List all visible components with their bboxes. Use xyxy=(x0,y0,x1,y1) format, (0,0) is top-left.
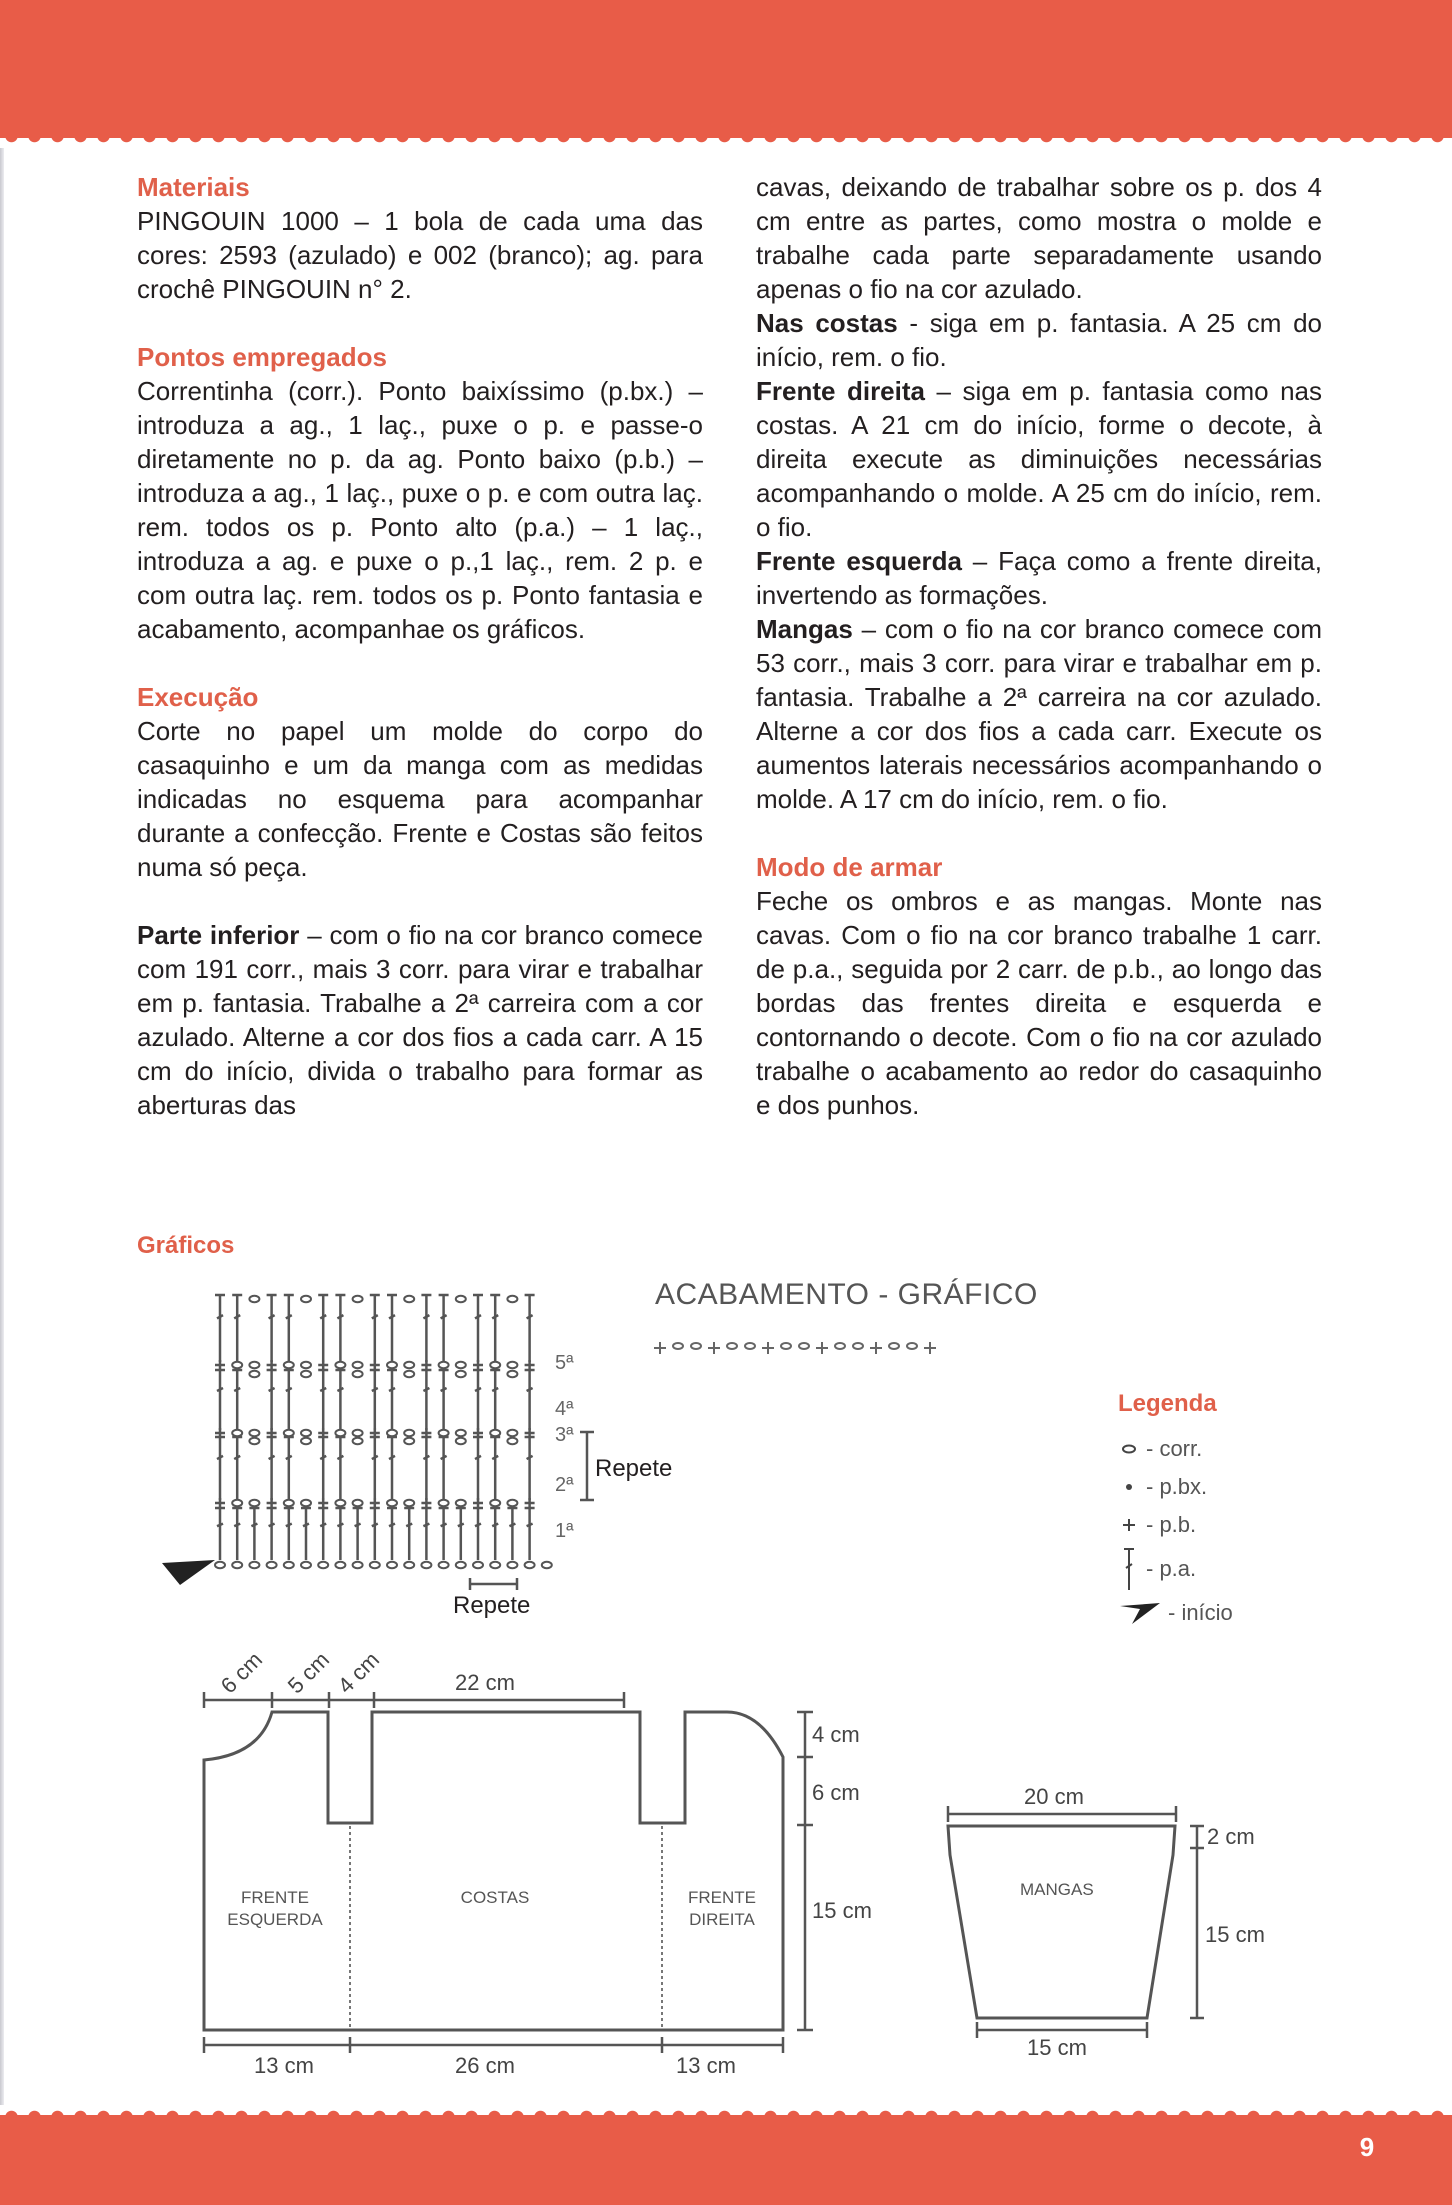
frente-direita-text: – siga em p. fantasia como nas costas. A 21 cm do início, forme o decote, à direita execute as diminuições necessárias acompanhando o molde. A 25 cm do início, rem. o fio. xyxy=(756,376,1322,542)
frente-direita-label: Frente direita xyxy=(756,376,925,406)
row-label-4: 4ª xyxy=(555,1398,574,1420)
treble-stitch-icon xyxy=(1118,1546,1140,1592)
parte-inferior-text: – com o fio na cor branco comece com 191 corr., mais 3 corr. para virar e trabalhar em p. fantasia. Trabalhe a 2ª carreira com a cor azulado. Alterne a cor dos fios a cada carr. A 15 cm do início, divida o trabalho para formar as aberturas das xyxy=(137,920,703,1120)
modo-de-armar-text: Feche os ombros e as mangas. Monte nas cavas. Com o fio na cor branco trabalhe 1 carr. de p.a., seguida por 2 carr. de p.b., ao longo das bordas das frentes direita e esquerda e contornando o decote. Com o fio na cor azulado trabalhe o acabamento ao redor do casaquinho e dos punhos. xyxy=(756,886,1322,1120)
sleeve-side-15cm: 15 cm xyxy=(1205,1922,1265,1947)
row-label-5: 5ª xyxy=(555,1352,574,1374)
legend-item xyxy=(1118,1594,1233,1632)
page-edge-shadow xyxy=(0,148,4,2105)
frente-esquerda-text: – Faça como a frente direita, invertendo as formações. xyxy=(756,546,1322,610)
right-column xyxy=(756,170,1322,1122)
dim-bottom-26cm: 26 cm xyxy=(455,2053,515,2078)
panel-label-line: FRENTE xyxy=(241,1888,309,1907)
row-label-2: 2ª xyxy=(555,1474,574,1496)
materiais-heading: Materiais xyxy=(137,172,250,202)
sleeve-pattern-outline xyxy=(948,1826,1175,2018)
execucao-heading: Execução xyxy=(137,682,259,712)
sleeve-top-20cm: 20 cm xyxy=(1024,1784,1084,1809)
legend-list xyxy=(1118,1430,1233,1632)
start-arrow-icon xyxy=(1118,1600,1162,1626)
dim-side-15cm: 15 cm xyxy=(812,1898,872,1923)
legend-label: - p.a. xyxy=(1146,1556,1197,1581)
costas-label: Nas costas xyxy=(756,308,898,338)
cavas-continuation-text: cavas, deixando de trabalhar sobre os p. dos 4 cm entre as partes, como mostra o molde e trabalhe cada parte separadamente usando apenas o fio na cor azulado. xyxy=(756,172,1322,304)
dim-4cm: 4 cm xyxy=(332,1646,385,1699)
panel-label-line: DIREITA xyxy=(689,1910,755,1929)
panel-label-line: COSTAS xyxy=(460,1888,530,1907)
pontos-text: Correntinha (corr.). Ponto baixíssimo (p.bx.) – introduza a ag., 1 laç., puxe o p. e passe-o diretamente no p. da ag. Ponto baixo (p.b.) – introduza a ag., 1 laç., puxe o p. e com outra laç. rem. todos os p. Ponto alto (p.a.) – 1 laç., introduza a ag. e puxe o p.,1 laç., rem. 2 p. e com outra laç. rem. todos os p. Ponto fantasia e acabamento, acompanhae os gráficos. xyxy=(137,376,703,644)
frente-direita-paragraph xyxy=(756,374,1322,544)
repete-horizontal-label: Repete xyxy=(453,1592,531,1619)
legend-item xyxy=(1118,1430,1233,1468)
header-band xyxy=(0,0,1452,138)
mangas-paragraph xyxy=(756,612,1322,816)
frente-esquerda-paragraph xyxy=(756,544,1322,612)
header-scallop-border xyxy=(0,136,1452,148)
row-label-1: 1ª xyxy=(555,1520,574,1542)
panel-label-line: ESQUERDA xyxy=(227,1910,323,1929)
repete-vertical-label: Repete xyxy=(595,1455,673,1482)
dim-5cm: 5 cm xyxy=(282,1646,335,1699)
dim-side-6cm: 6 cm xyxy=(812,1780,860,1805)
legend-label: - p.b. xyxy=(1146,1512,1197,1537)
graficos-heading: Gráficos xyxy=(137,1232,235,1259)
execucao-text: Corte no papel um molde do corpo do casaquinho e um da manga com as medidas indicadas no esquema para acompanhar durante a confecção. Frente e Costas são feitos numa só peça. xyxy=(137,716,703,882)
body-pattern-outline xyxy=(204,1712,783,2030)
sleeve-panel-label: MANGAS xyxy=(1020,1880,1094,1899)
pontos-heading: Pontos empregados xyxy=(137,342,387,372)
legend-label: - corr. xyxy=(1146,1436,1203,1461)
dim-side-4cm: 4 cm xyxy=(812,1722,860,1747)
legenda-heading: Legenda xyxy=(1118,1390,1217,1417)
legend-label: - p.bx. xyxy=(1146,1474,1208,1499)
costas-paragraph xyxy=(756,306,1322,374)
legend-item xyxy=(1118,1468,1233,1506)
dot-icon xyxy=(1118,1482,1140,1492)
sleeve-bottom-15cm: 15 cm xyxy=(1027,2035,1087,2060)
plus-icon xyxy=(1118,1517,1140,1533)
costas-text: - siga em p. fantasia. A 25 cm do início, rem. o fio. xyxy=(756,308,1322,372)
dim-bottom-13cm-right: 13 cm xyxy=(676,2053,736,2078)
modo-de-armar-heading: Modo de armar xyxy=(756,852,943,882)
footer-band xyxy=(0,2115,1452,2205)
frente-esquerda-label: Frente esquerda xyxy=(756,546,962,576)
dim-22cm: 22 cm xyxy=(455,1670,515,1695)
parte-inferior-label: Parte inferior xyxy=(137,920,300,950)
materiais-text: PINGOUIN 1000 – 1 bola de cada uma das cores: 2593 (azulado) e 002 (branco); ag. para crochê PINGOUIN n° 2. xyxy=(137,206,703,304)
sleeve-side-2cm: 2 cm xyxy=(1207,1824,1255,1849)
legend-item xyxy=(1118,1506,1233,1544)
row-label-3: 3ª xyxy=(555,1424,574,1446)
chain-oval-icon xyxy=(1118,1444,1140,1454)
start-arrow-icon xyxy=(162,1560,215,1585)
left-column xyxy=(137,170,703,1122)
mangas-text: – com o fio na cor branco comece com 53 corr., mais 3 corr. para virar e trabalhar em p. fantasia. Trabalhe a 2ª carreira na cor azulado. Alterne a cor dos fios a cada carr. Execute os aumentos laterais necessários acompanhando o molde. A 17 cm do início, rem. o fio. xyxy=(756,614,1322,814)
legend-label: - início xyxy=(1168,1600,1233,1625)
dim-bottom-13cm-left: 13 cm xyxy=(254,2053,314,2078)
panel-costas xyxy=(440,1887,550,1909)
legend-item xyxy=(1118,1544,1233,1594)
dim-6cm: 6 cm xyxy=(215,1646,268,1699)
acabamento-title: ACABAMENTO - GRÁFICO xyxy=(655,1278,1038,1311)
panel-frente-direita xyxy=(672,1887,772,1931)
parte-inferior-paragraph xyxy=(137,918,703,1122)
mangas-label: Mangas xyxy=(756,614,853,644)
page-number: 9 xyxy=(1359,2132,1375,2162)
panel-label-line: FRENTE xyxy=(688,1888,756,1907)
panel-frente-esquerda xyxy=(215,1887,335,1931)
